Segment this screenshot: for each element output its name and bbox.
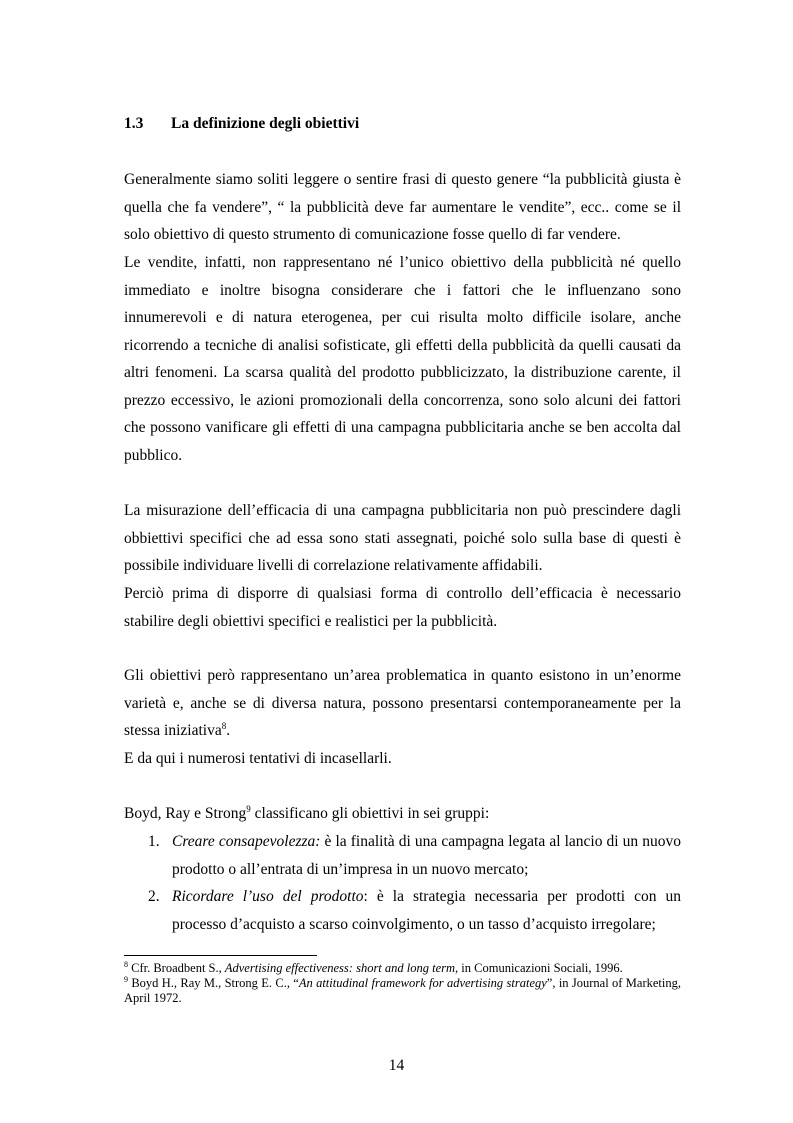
paragraph-objectives-end: . <box>226 722 231 739</box>
footnote-source: , in Comunicazioni Sociali, 1996. <box>455 961 623 975</box>
footnote-ref-9: 9 <box>246 803 251 814</box>
footnote-ref-8: 8 <box>221 720 227 731</box>
paragraph-boyd-text: classificano gli obiettivi in sei gruppi: <box>250 805 490 822</box>
page-number: 14 <box>388 1057 405 1074</box>
footnote-number: 9 <box>124 974 128 984</box>
list-item-text: è la finalità di una campagna legata al lancio di un nuovo prodotto o all’entrata di un’impresa in un nuovo mercato; <box>172 833 682 878</box>
paragraph-control: Perciò prima di disporre di qualsiasi forma di controllo dell’efficacia è necessario stabilire degli obiettivi specifici e realistici per la pubblicità. <box>124 585 681 630</box>
list-item-number: 1. <box>148 833 160 850</box>
list-item-text: : è la strategia necessaria per prodotti con un processo d’acquisto a scarso coinvolgimento, o un tasso d’acquisto irregolare; <box>172 888 682 933</box>
list-item <box>124 883 681 938</box>
footnote-separator <box>124 955 317 956</box>
paragraph-measurement: La misurazione dell’efficacia di una campagna pubblicitaria non può prescindere dagli obbiettivi specifici che ad essa sono stati assegnati, poiché solo sulla base di questi è possibile individuare livelli di correlazione relativamente affidabili. <box>124 502 681 574</box>
list-item <box>124 828 681 883</box>
objectives-list <box>124 828 681 938</box>
footnote <box>124 961 681 976</box>
section-heading <box>124 115 359 133</box>
paragraph-boyd <box>124 800 681 828</box>
footnote-title: An attitudinal framework for advertising strategy <box>298 976 547 990</box>
list-item-lead: Ricordare l’uso del prodotto <box>172 888 364 905</box>
footnote-text: Boyd H., Ray M., Strong E. C., “ <box>128 976 299 990</box>
footnote <box>124 976 681 1006</box>
footnote-number: 8 <box>124 959 128 969</box>
footnote-source: ”, in Journal of Marketing, April 1972. <box>124 976 681 1005</box>
section-title: La definizione degli obiettivi <box>171 115 360 132</box>
paragraph-boyd-authors: Boyd, Ray e Strong <box>124 805 247 822</box>
footnotes <box>124 961 681 1006</box>
paragraph-intro: Generalmente siamo soliti leggere o sentire frasi di questo genere “la pubblicità giusta è quella che fa vendere”, “ la pubblicità deve far aumentare le vendite”, ecc.. come se il solo obiettivo di questo strumento di comunicazione fosse quello di far vendere. <box>124 171 681 243</box>
footnote-text: Cfr. Broadbent S., <box>128 961 225 975</box>
paragraph-attempts: E da qui i numerosi tentativi di incasellarli. <box>124 750 392 767</box>
section-number: 1.3 <box>124 115 144 132</box>
paragraph-sales: Le vendite, infatti, non rappresentano né l’unico obiettivo della pubblicità né quello immediato e inoltre bisogna considerare che i fattori che le influenzano sono innumerevoli e di natura eterogenea, per cui risulta molto difficile isolare, anche ricorrendo a tecniche di analisi sofisticate, gli effetti della pubblicità da quelli causati da altri fenomeni. La scarsa qualità del prodotto pubblicizzato, la distribuzione carente, il prezzo eccessivo, le azioni promozionali della concorrenza, sono solo alcuni dei fattori che possono vanificare gli effetti di una campagna pubblicitaria anche se ben accolta dal pubblico. <box>124 254 681 464</box>
list-item-number: 2. <box>148 888 160 905</box>
paragraph-objectives-text: Gli obiettivi però rappresentano un’area problematica in quanto esistono in un’enorme varietà e, anche se di diversa natura, possono presentarsi contemporaneamente per la stessa iniziativa <box>124 667 681 739</box>
paragraph-objectives <box>124 662 681 745</box>
footnote-title: Advertising effectiveness: short and long term <box>224 961 456 975</box>
list-item-lead: Creare consapevolezza: <box>172 833 321 850</box>
